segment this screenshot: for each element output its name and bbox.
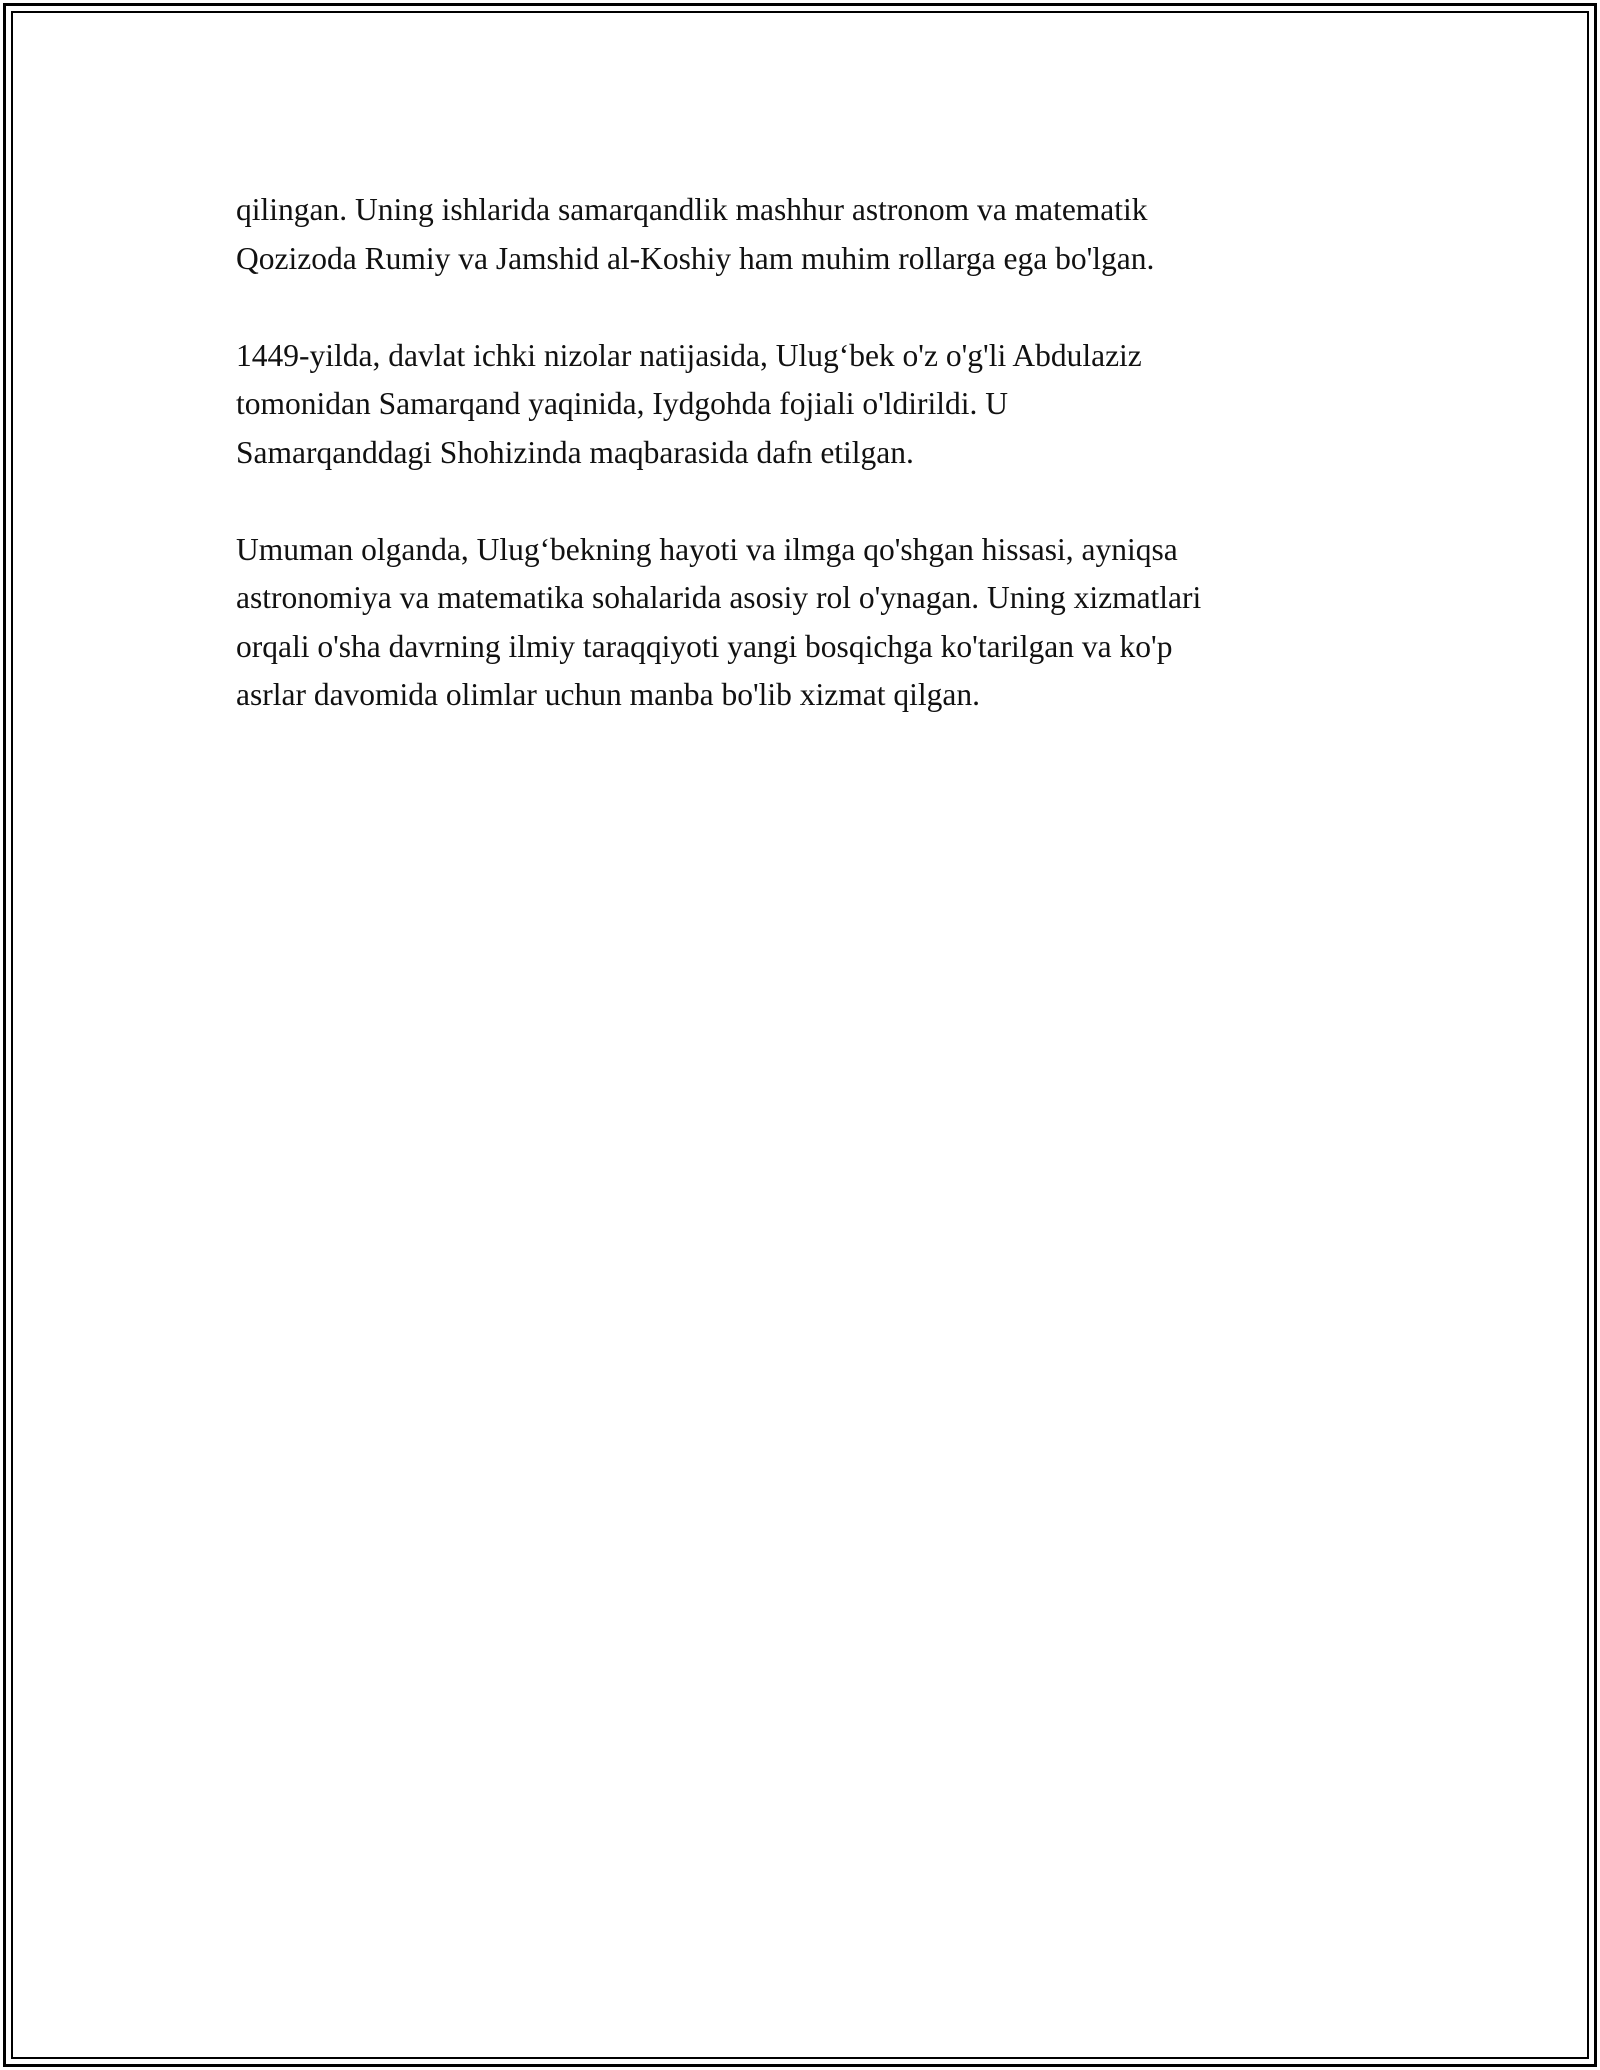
paragraph-line: qilingan. Uning ishlarida samarqandlik mashhur astronom va matematik (236, 192, 1148, 227)
paragraph-1 (236, 186, 1406, 283)
paragraph-line: asrlar davomida olimlar uchun manba bo'lib xizmat qilgan. (236, 677, 980, 712)
paragraph-line: tomonidan Samarqand yaqinida, Iydgohda fojiali o'ldirildi. U (236, 386, 1009, 421)
document-body (236, 186, 1406, 768)
paragraph-line: 1449-yilda, davlat ichki nizolar natijasida, Ulug‘bek o'z o'g'li Abdulaziz (236, 337, 1142, 373)
paragraph-line: orqali o'sha davrning ilmiy taraqqiyoti yangi bosqichga ko'tarilgan va ko'p (236, 628, 1173, 664)
paragraph-line: Qozizoda Rumiy va Jamshid al-Koshiy ham muhim rollarga ega bo'lgan. (236, 240, 1155, 276)
paragraph-3 (236, 526, 1406, 720)
paragraph-line: Samarqanddagi Shohizinda maqbarasida dafn etilgan. (236, 434, 914, 470)
paragraph-2 (236, 332, 1406, 478)
paragraph-line: astronomiya va matematika sohalarida asosiy rol o'ynagan. Uning xizmatlari (236, 580, 1202, 615)
paragraph-line: Umuman olganda, Ulug‘bekning hayoti va ilmga qo'shgan hissasi, ayniqsa (236, 531, 1178, 567)
